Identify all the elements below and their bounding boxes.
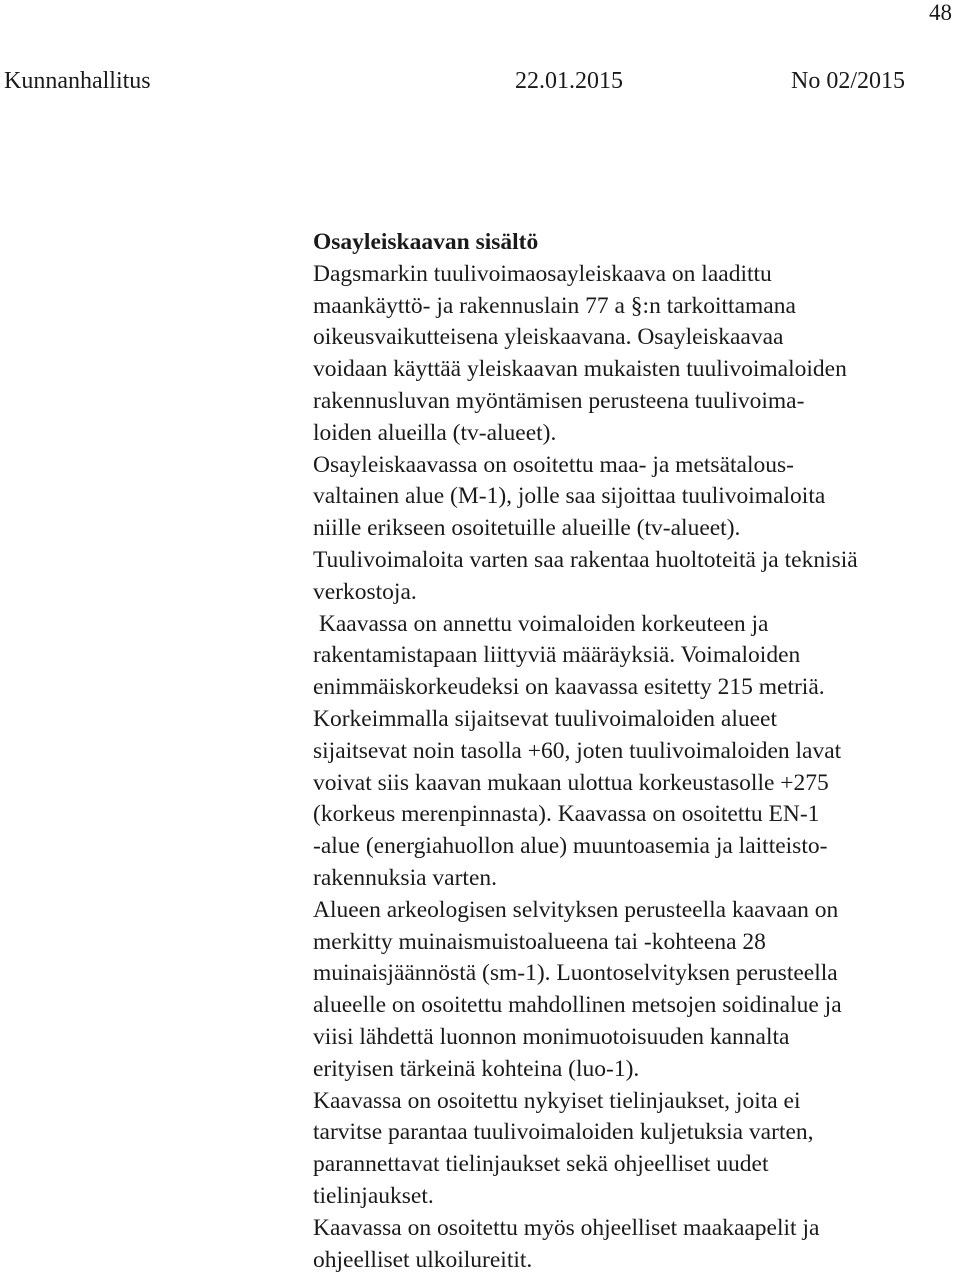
text-line: alueelle on osoitettu mahdollinen metsojen soidinalue ja (313, 992, 842, 1019)
text-line: sijaitsevat noin tasolla +60, joten tuulivoimaloiden lavat (313, 737, 842, 764)
text-line: viisi lähdettä luonnon monimuotoisuuden kannalta (313, 1023, 790, 1050)
text-line: rakentamistapaan liittyviä määräyksiä. Voimaloiden (313, 642, 801, 669)
header-organization: Kunnanhallitus (4, 68, 151, 94)
text-line: enimmäiskorkeudeksi on kaavassa esitetty 215 metriä. (313, 674, 825, 701)
text-line: oikeusvaikutteisena yleiskaavana. Osayleiskaavaa (313, 324, 784, 351)
text-line: Korkeimmalla sijaitsevat tuulivoimaloiden alueet (313, 705, 777, 732)
page-number: 48 (929, 0, 952, 25)
text-line: verkostoja. (313, 578, 417, 605)
text-line: valtainen alue (M-1), jolle saa sijoittaa tuulivoimaloita (313, 483, 826, 510)
text-line: Osayleiskaavassa on osoitettu maa- ja metsätalous- (313, 451, 794, 478)
text-line: Tuulivoimaloita varten saa rakentaa huoltoteitä ja teknisiä (313, 546, 858, 573)
text-line: tarvitse parantaa tuulivoimaloiden kuljetuksia varten, (313, 1119, 814, 1146)
text-line: (korkeus merenpinnasta). Kaavassa on osoitettu EN-1 (313, 801, 820, 828)
text-line: loiden alueilla (tv-alueet). (313, 419, 557, 446)
header-meeting-number: No 02/2015 (791, 68, 905, 94)
text-line: Kaavassa on osoitettu nykyiset tielinjaukset, joita ei (313, 1087, 801, 1114)
text-line: rakennuksia varten. (313, 864, 498, 891)
text-line: niille erikseen osoitetuille alueille (tv-alueet). (313, 515, 741, 542)
text-line: muinaisjäännöstä (sm-1). Luontoselvityksen perusteella (313, 960, 838, 987)
text-line: merkitty muinaismuistoalueena tai -kohteena 28 (313, 928, 766, 955)
section-paragraph (313, 259, 953, 1277)
text-line: Alueen arkeologisen selvityksen perusteella kaavaan on (313, 896, 839, 923)
section-title: Osayleiskaavan sisältö (313, 229, 539, 255)
text-line: parannettavat tielinjaukset sekä ohjeelliset uudet (313, 1151, 769, 1178)
section-body (313, 227, 953, 1276)
header-date: 22.01.2015 (515, 68, 623, 94)
text-line: voivat siis kaavan mukaan ulottua korkeustasolle +275 (313, 769, 829, 796)
text-line: Kaavassa on annettu voimaloiden korkeuteen ja (313, 610, 769, 637)
text-line: maankäyttö- ja rakennuslain 77 a §:n tarkoittamana (313, 292, 796, 319)
text-line: -alue (energiahuollon alue) muuntoasemia ja laitteisto- (313, 833, 828, 860)
text-line: rakennusluvan myöntämisen perusteena tuulivoima- (313, 387, 805, 414)
text-line: Kaavassa on osoitettu myös ohjeelliset maakaapelit ja (313, 1214, 820, 1241)
text-line: erityisen tärkeinä kohteina (luo-1). (313, 1055, 640, 1082)
text-line: ohjeelliset ulkoilureitit. (313, 1246, 533, 1273)
text-line: Dagsmarkin tuulivoimaosayleiskaava on laadittu (313, 260, 772, 287)
text-line: tielinjaukset. (313, 1182, 434, 1209)
text-line: voidaan käyttää yleiskaavan mukaisten tuulivoimaloiden (313, 356, 847, 383)
